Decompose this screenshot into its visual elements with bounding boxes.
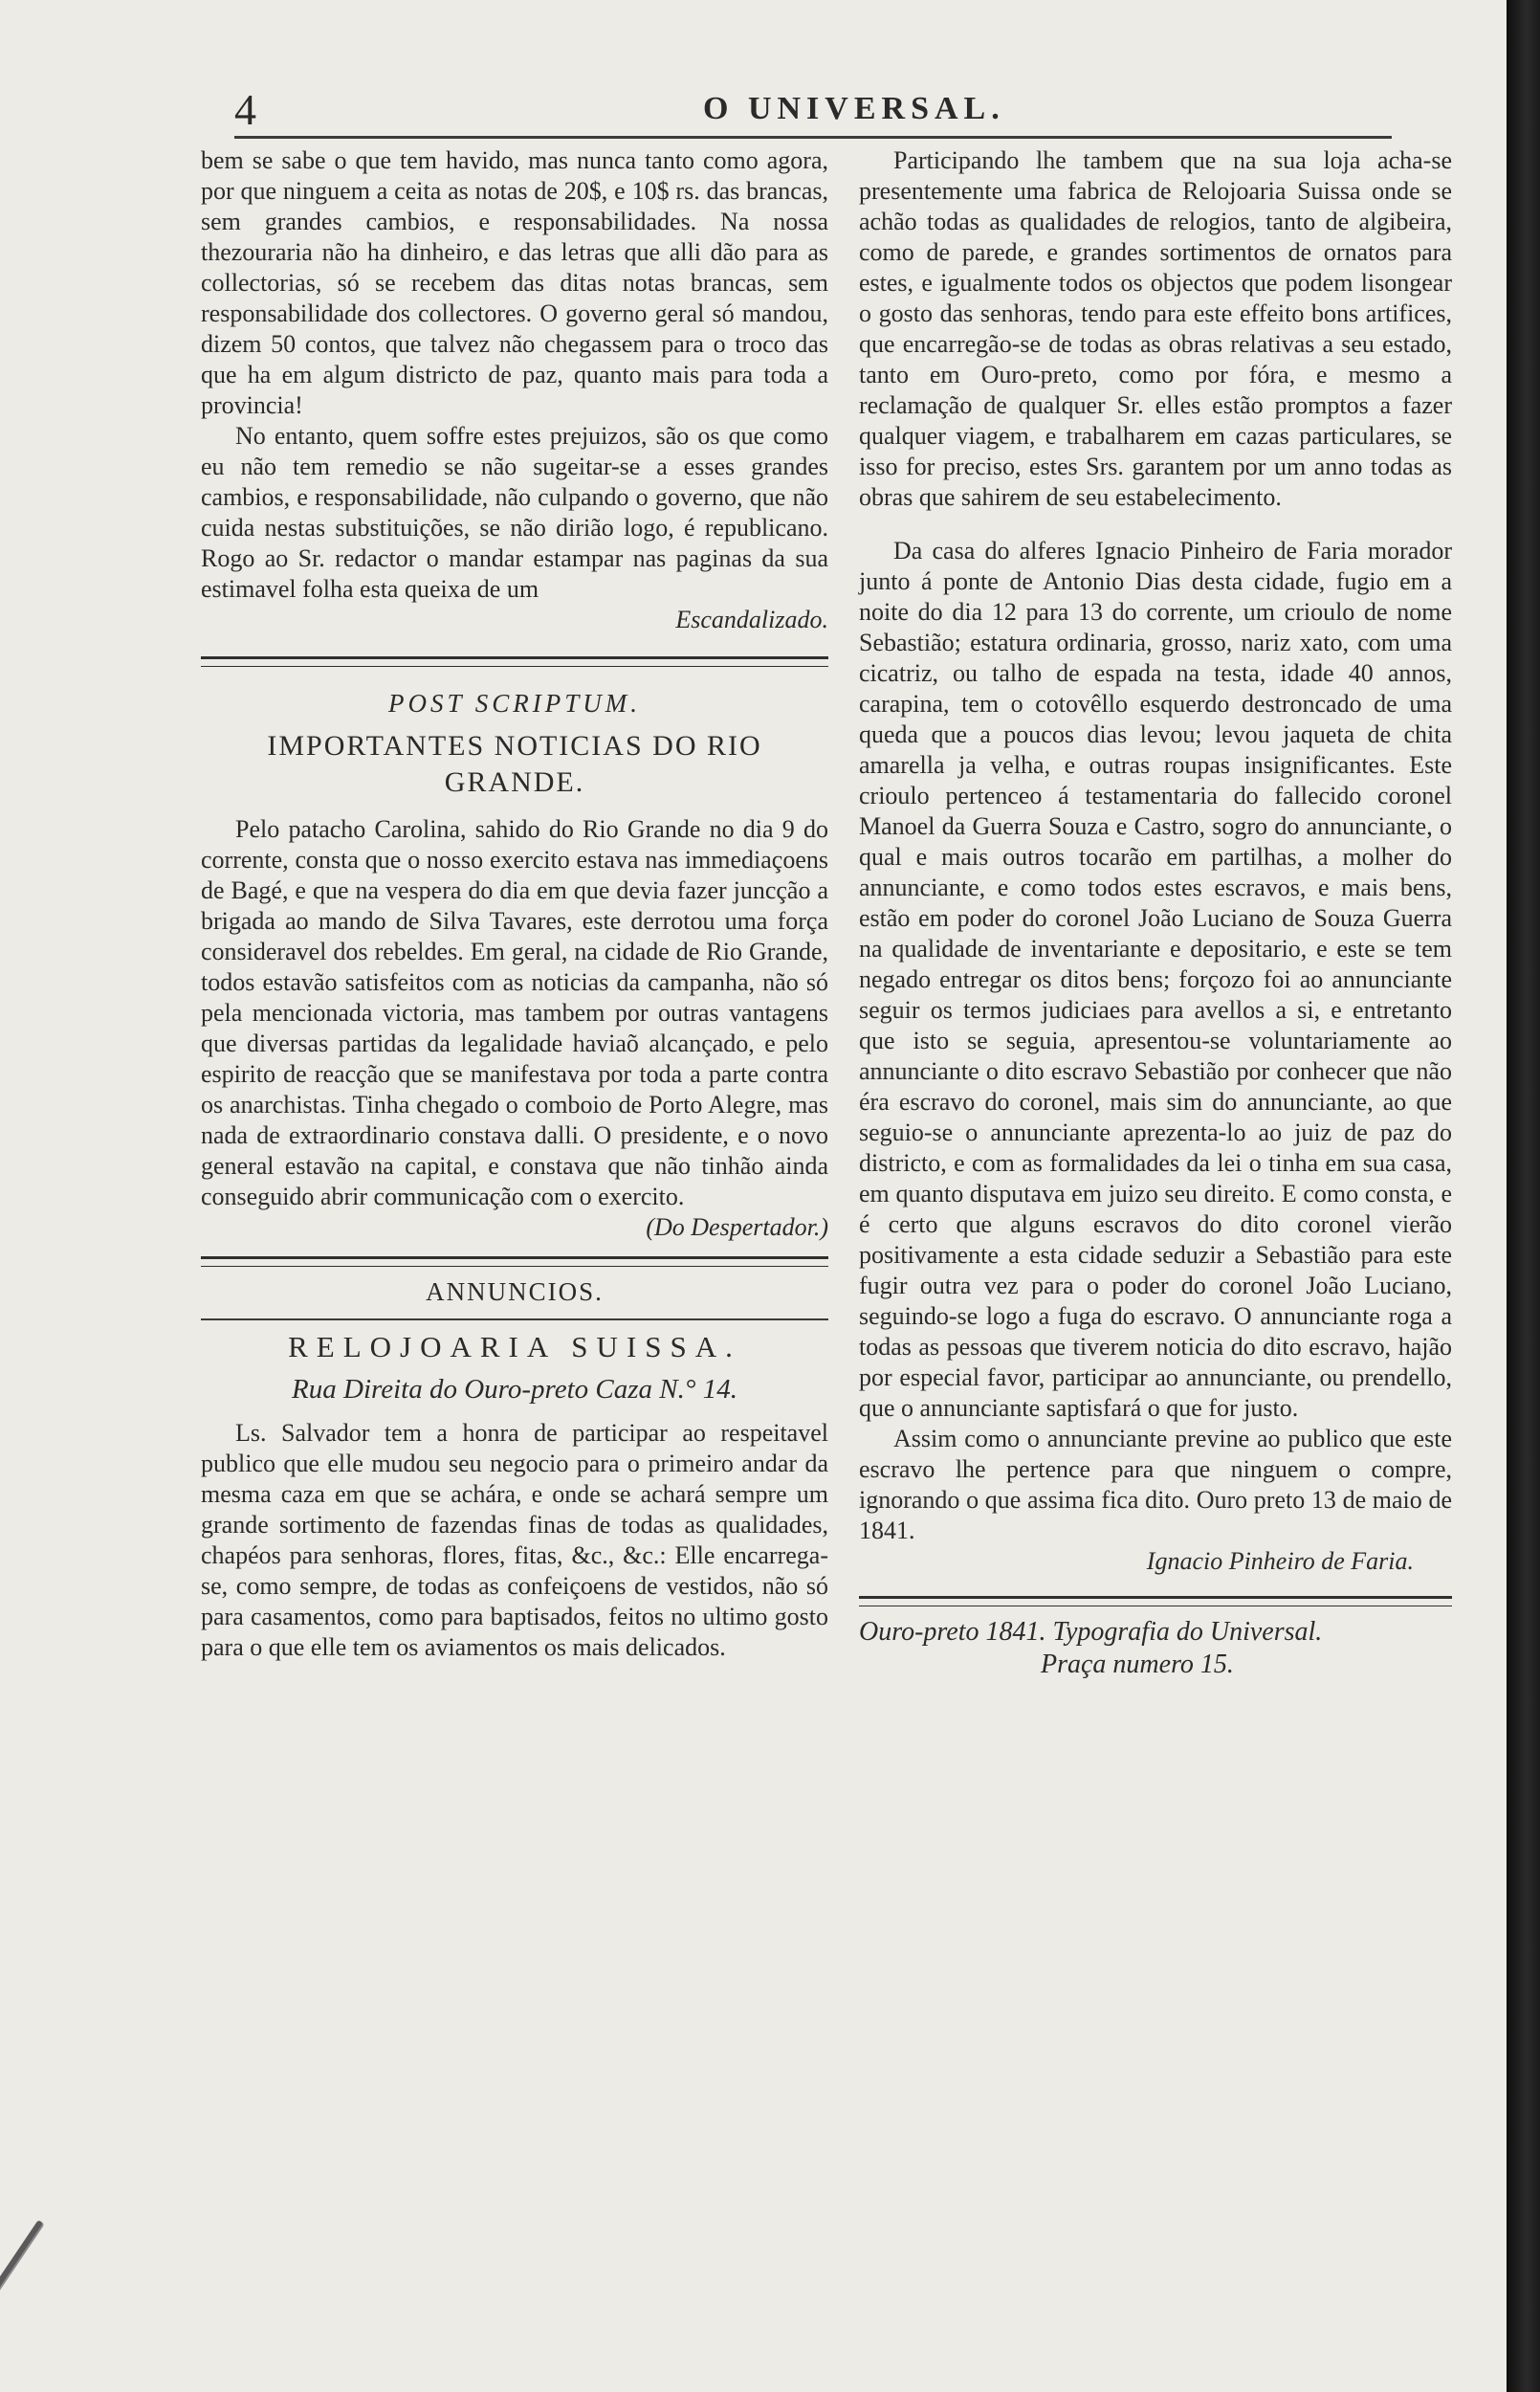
shop-announcement: Ls. Salvador tem a honra de participar ao respeitavel publico que elle mudou seu negocio para o primeiro andar da mesma caza em que se achára, e onde se achará sempre um grande sortimento de fazendas finas de todas as qualidades, chapéos para senhoras, flores, fitas, &c., &c.: Elle encarrega-se, como sempre, de todas as confeiçoens de vestidos, não só para casamentos, como para baptisados, feitos no ultimo gosto para o que elle tem os aviamentos os mais delicados. — [201, 1419, 828, 1661]
notice-signature: Ignacio Pinheiro de Faria. — [1146, 1547, 1414, 1575]
post-scriptum-heading: POST SCRIPTUM. — [387, 689, 641, 718]
section-divider — [201, 1256, 828, 1267]
imprint-line-2: Praça numero 15. — [1041, 1650, 1234, 1679]
masthead-title: O UNIVERSAL. — [703, 91, 1005, 126]
watch-shop-paragraph: Participando lhe tambem que na sua loja acha-se presentemente uma fabrica de Relojoaria Suissa onde se achão todas as qualidades de relogios, tanto de algibeira, como de parede, e grandes sortimentos de ornatos para estes, e igualmente todos os objectos que podem lisongear o gosto das senhoras, tendo para este effeito bons artifices, que encarregão-se de todas as obras relativas a seu estado, tanto em Ouro-preto, como por fóra, e mesmo a reclamação de qualquer Sr. elles estão promptos a fazer qualquer viagem, e trabalharem em cazas particulares, se isso for preciso, estes Srs. garantem por um anno todas as obras que sahirem de seu estabelecimento. — [859, 146, 1452, 511]
runaway-notice: Da casa do alferes Ignacio Pinheiro de Faria morador junto á ponte de Antonio Dias desta cidade, fugio em a noite do dia 12 para 13 do corrente, um crioulo de nome Sebastião; estatura ordinaria, grosso, nariz xato, com uma cicatriz, ou talho de espada na testa, idade 40 annos, carapina, tem o cotovêllo esquerdo destroncado de uma queda que a poucos dias levou; levou jaqueta de chita amarella ja velha, e outras roupas insignificantes. Este crioulo pertenceo á testamentaria do fallecido coronel Manoel da Guerra Souza e Castro, sogro do annunciante, o qual e mais outros tocarão em partilhas, a molher do annunciante, e como todos estes escravos, e mais bens, estão em poder do coronel João Luciano de Souza Guerra na qualidade de inventariante e depositario, e este se tem negado entregar os ditos bens; forçozo foi ao annunciante seguir os termos judiciaes para avellos a si, e entretanto que isto se seguia, apresentou-se voluntariamente ao annunciante o dito escravo Sebastião por conhecer que não éra escravo do coronel, mais sim do annunciante, ao que seguio-se o annunciante aprezenta-lo ao juiz de paz do districto, e com as formalidades da lei o tinha em sua casa, em quanto disputava em juizo seu direito. E como consta, e é certo que alguns escravos do dito coronel vierão positivamente a esta cidade seduzir a Sebastião para este fugir outra vez para o poder do coronel João Luciano, seguindo-se logo a fuga do escravo. O annunciante roga a todas as pessoas que tiverem noticia do dito escravo, hajão por especial favor, participar ao annunciante, ou prendello, que o annunciante saptisfará o que for justo. — [859, 537, 1452, 1422]
announcements-heading: ANNUNCIOS. — [426, 1277, 604, 1306]
pen-tip-in-photo — [0, 2220, 43, 2389]
shop-name: RELOJOARIA SUISSA. — [288, 1330, 741, 1363]
complaint-paragraph-2: No entanto, quem soffre estes prejuizos, são os que como eu não tem remedio se não sugeitar-se a esses grandes cambios, e responsabilidade, não culpando o governo, que não cuida nestas substituições, se não dirião logo, é republicano. Rogo ao Sr. redactor o mandar estampar nas paginas da sua estimavel folha esta queixa de um — [201, 422, 828, 603]
page-number: 4 — [234, 85, 257, 134]
left-column — [201, 145, 828, 1663]
section-divider — [201, 656, 828, 667]
news-headline: IMPORTANTES NOTICIAS DO RIO GRANDE. — [267, 730, 762, 798]
shop-address: Rua Direita do Ouro-preto Caza N.° 14. — [292, 1374, 737, 1405]
printer-imprint — [859, 1616, 1452, 1681]
complaint-signature: Escandalizado. — [675, 606, 828, 633]
right-column — [859, 145, 1452, 1681]
news-source: (Do Despertador.) — [646, 1213, 828, 1241]
runaway-warning: Assim como o annunciante previne ao publico que este escravo lhe pertence para que ninguem o compre, ignorando o que assima fica dito. Ouro preto 13 de maio de 1841. — [859, 1425, 1452, 1544]
imprint-line-1: Ouro-preto 1841. Typografia do Universal. — [859, 1617, 1323, 1647]
imprint-divider — [859, 1596, 1452, 1606]
complaint-paragraph-1: bem se sabe o que tem havido, mas nunca tanto como agora, por que ninguem a ceita as notas de 20$, e 10$ rs. das brancas, sem grandes cambios, e responsabilidades. Na nossa thezouraria não ha dinheiro, e das letras que alli dão para as collectorias, só se recebem das ditas notas brancas, sem responsabilidade dos collectores. O governo geral só mandou, dizem 50 contos, que talvez não chegassem para o troco das que ha em algum districto de paz, quanto mais para toda a provincia! — [201, 146, 828, 419]
news-body: Pelo patacho Carolina, sahido do Rio Grande no dia 9 do corrente, consta que o nosso exercito estava nas immediaçoens de Bagé, e que na vespera do dia em que devia fazer juncção a brigada ao mando de Silva Tavares, este derrotou uma força consideravel dos rebeldes. Em geral, na cidade de Rio Grande, todos estavão satisfeitos com as noticias da campanha, não só pela mencionada victoria, mas tambem por outras vantagens que diversas partidas da legalidade haviaõ alcançado, e pelo espirito de reacção que se manifestava por toda a parte contra os anarchistas. Tinha chegado o comboio de Porto Alegre, mas nada de extraordinario constava dalli. O presidente, e o novo general estavão na capital, e constava que não tinhão ainda conseguido abrir communicação com o exercito. — [201, 815, 828, 1210]
section-divider — [201, 1318, 828, 1320]
header-rule — [234, 136, 1392, 139]
scanner-edge-strip — [1507, 0, 1540, 2392]
